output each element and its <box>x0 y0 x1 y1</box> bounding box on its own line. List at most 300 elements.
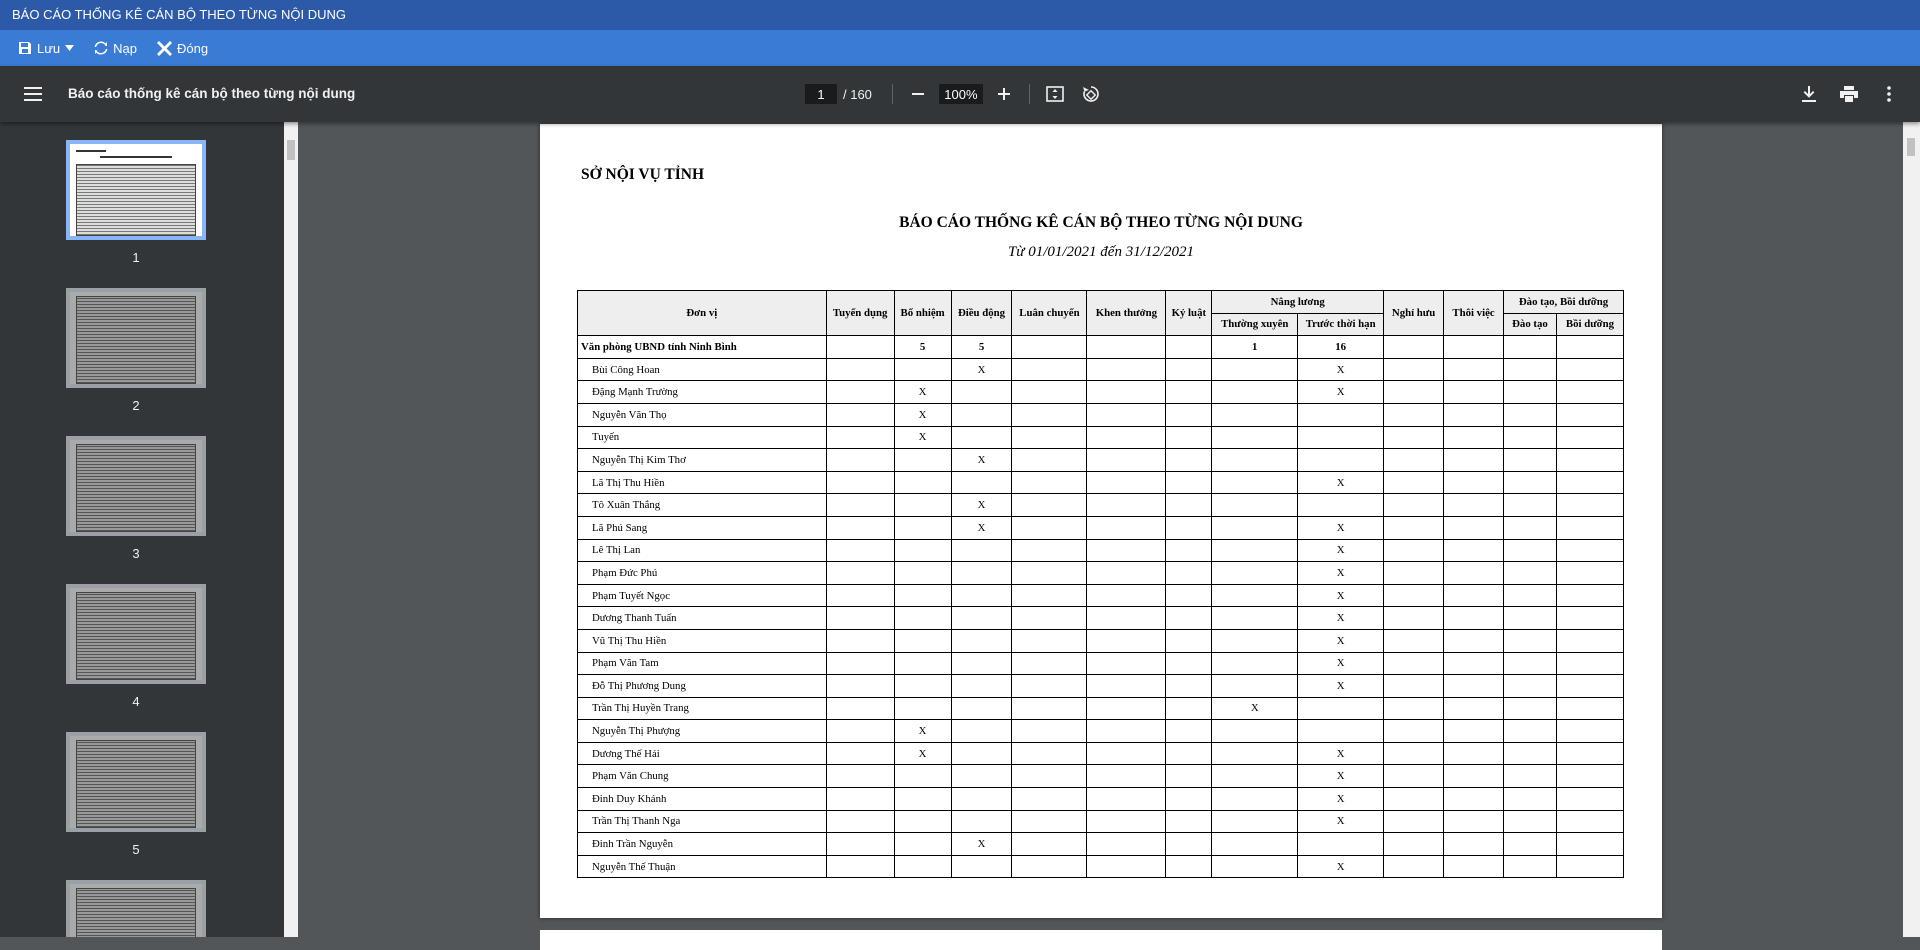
table-cell <box>1087 652 1166 675</box>
header-discipline: Kỷ luật <box>1166 291 1212 336</box>
table-cell <box>1212 426 1298 449</box>
table-cell <box>1504 697 1557 720</box>
table-cell <box>1012 652 1087 675</box>
table-cell <box>1384 584 1444 607</box>
table-cell <box>894 494 951 517</box>
header-reward: Khen thưởng <box>1087 291 1166 336</box>
table-row <box>578 381 1624 404</box>
table-cell <box>826 584 894 607</box>
table-cell <box>1298 426 1384 449</box>
sidebar-scrollbar[interactable] <box>284 122 298 937</box>
table-row <box>578 675 1624 698</box>
close-button[interactable] <box>149 34 216 62</box>
table-cell <box>894 788 951 811</box>
table-cell <box>1212 788 1298 811</box>
table-cell <box>826 358 894 381</box>
floppy-disk-icon <box>18 41 32 55</box>
table-cell <box>1504 539 1557 562</box>
table-cell: X <box>1298 742 1384 765</box>
thumbnail-page-6[interactable] <box>66 880 216 937</box>
reload-label: Nạp <box>113 40 138 56</box>
page-zoom-controls <box>805 66 1102 122</box>
table-cell <box>1212 629 1298 652</box>
table-cell <box>951 471 1012 494</box>
table-cell <box>826 516 894 539</box>
table-cell <box>951 584 1012 607</box>
pdf-page <box>540 124 1662 918</box>
table-cell <box>951 629 1012 652</box>
report-title: BÁO CÁO THỐNG KÊ CÁN BỘ THEO TỪNG NỘI DUNG <box>899 214 1303 231</box>
table-cell <box>1504 788 1557 811</box>
table-cell <box>1298 697 1384 720</box>
print-button[interactable] <box>1838 83 1860 105</box>
table-cell <box>1166 788 1212 811</box>
table-cell <box>1087 562 1166 585</box>
table-cell: X <box>951 449 1012 472</box>
table-cell <box>1556 833 1623 856</box>
table-cell <box>1556 607 1623 630</box>
table-cell <box>1166 675 1212 698</box>
table-cell <box>1444 697 1504 720</box>
table-cell <box>1444 562 1504 585</box>
table-cell <box>1166 426 1212 449</box>
table-cell <box>1556 675 1623 698</box>
table-cell <box>826 426 894 449</box>
table-cell: X <box>1298 652 1384 675</box>
table-cell <box>1012 403 1087 426</box>
table-cell <box>1556 652 1623 675</box>
thumbnail-image <box>66 140 206 240</box>
table-row <box>578 539 1624 562</box>
window-title: BÁO CÁO THỐNG KÊ CÁN BỘ THEO TỪNG NỘI DUNG <box>0 0 1920 30</box>
table-cell <box>1504 607 1557 630</box>
table-row <box>578 494 1624 517</box>
table-cell <box>1504 742 1557 765</box>
table-cell <box>1444 358 1504 381</box>
table-cell <box>951 697 1012 720</box>
table-cell <box>1087 833 1166 856</box>
report-date-range: Từ 01/01/2021 đến 31/12/2021 <box>1007 244 1195 260</box>
table-cell <box>1212 381 1298 404</box>
employee-name: Lã Phú Sang <box>578 516 827 539</box>
table-cell: X <box>951 358 1012 381</box>
table-cell <box>951 426 1012 449</box>
table-cell <box>1166 742 1212 765</box>
table-cell <box>826 765 894 788</box>
table-cell <box>1166 629 1212 652</box>
table-cell <box>1556 629 1623 652</box>
table-cell <box>1504 765 1557 788</box>
group-salary-regular: 1 <box>1212 336 1298 359</box>
table-cell <box>1504 675 1557 698</box>
table-cell <box>1212 358 1298 381</box>
table-cell <box>1087 788 1166 811</box>
table-cell <box>1556 562 1623 585</box>
employee-name: Phạm Tuyết Ngọc <box>578 584 827 607</box>
employee-name: Tô Xuân Thắng <box>578 494 827 517</box>
table-cell: X <box>1298 562 1384 585</box>
table-cell: X <box>1298 810 1384 833</box>
table-row <box>578 426 1624 449</box>
table-cell <box>1012 629 1087 652</box>
table-cell <box>826 788 894 811</box>
table-cell <box>1504 403 1557 426</box>
table-cell <box>1444 855 1504 878</box>
table-cell <box>1384 720 1444 743</box>
table-cell <box>894 765 951 788</box>
divider <box>1029 84 1030 104</box>
table-cell <box>1384 539 1444 562</box>
table-cell <box>1166 539 1212 562</box>
table-cell <box>894 607 951 630</box>
table-row <box>578 449 1624 472</box>
table-cell <box>1444 494 1504 517</box>
table-cell: X <box>1298 516 1384 539</box>
table-cell <box>1212 765 1298 788</box>
divider <box>892 84 893 104</box>
table-row <box>578 742 1624 765</box>
table-cell <box>1384 697 1444 720</box>
table-cell <box>1504 720 1557 743</box>
table-cell <box>1087 629 1166 652</box>
table-cell <box>1087 403 1166 426</box>
table-cell <box>1166 516 1212 539</box>
employee-name: Bùi Công Hoan <box>578 358 827 381</box>
header-appoint: Bổ nhiệm <box>894 291 951 336</box>
document-scrollbar[interactable] <box>1903 122 1920 937</box>
more-options-button[interactable] <box>1878 83 1900 105</box>
table-cell <box>1444 471 1504 494</box>
table-cell <box>1166 494 1212 517</box>
header-recruit: Tuyển dụng <box>826 291 894 336</box>
table-cell <box>1212 742 1298 765</box>
header-rotate: Luân chuyển <box>1012 291 1087 336</box>
table-cell: X <box>951 494 1012 517</box>
table-cell <box>1384 765 1444 788</box>
table-cell <box>1012 675 1087 698</box>
table-cell: X <box>1298 539 1384 562</box>
table-cell <box>1087 720 1166 743</box>
table-cell <box>951 607 1012 630</box>
table-cell <box>1444 516 1504 539</box>
table-cell <box>1504 562 1557 585</box>
employee-name: Đỗ Thị Phương Dung <box>578 675 827 698</box>
table-cell <box>1012 471 1087 494</box>
table-cell <box>1444 584 1504 607</box>
reload-button[interactable] <box>86 34 145 62</box>
table-cell <box>951 742 1012 765</box>
thumbnail-image <box>66 880 206 937</box>
table-cell <box>1384 562 1444 585</box>
page-number-input[interactable] <box>805 84 837 104</box>
save-button[interactable] <box>10 34 82 62</box>
table-cell <box>1444 742 1504 765</box>
table-cell <box>1166 381 1212 404</box>
table-cell <box>1556 810 1623 833</box>
table-cell <box>1384 426 1444 449</box>
zoom-in-button[interactable] <box>993 83 1015 105</box>
header-unit: Đơn vị <box>578 291 827 336</box>
table-cell <box>1444 607 1504 630</box>
table-cell <box>1087 358 1166 381</box>
table-cell <box>951 675 1012 698</box>
thumbnail-page-5[interactable] <box>66 732 216 857</box>
header-training: Đào tạo, Bồi dưỡng <box>1504 291 1624 314</box>
table-cell <box>1298 494 1384 517</box>
employee-name: Dương Thế Hải <box>578 742 827 765</box>
table-cell: X <box>1298 629 1384 652</box>
zoom-out-button[interactable] <box>907 83 929 105</box>
table-cell <box>951 403 1012 426</box>
table-cell <box>1298 833 1384 856</box>
table-cell <box>826 607 894 630</box>
table-cell: X <box>894 720 951 743</box>
table-cell <box>1504 833 1557 856</box>
table-cell <box>1087 539 1166 562</box>
table-cell <box>826 539 894 562</box>
table-cell <box>1504 494 1557 517</box>
table-cell <box>894 471 951 494</box>
table-cell <box>1212 720 1298 743</box>
table-cell <box>894 652 951 675</box>
group-appoint: 5 <box>894 336 951 359</box>
table-cell <box>1504 584 1557 607</box>
table-cell <box>1504 381 1557 404</box>
employee-name: Đinh Trần Nguyễn <box>578 833 827 856</box>
thumbnail-image <box>66 436 206 536</box>
table-cell <box>951 810 1012 833</box>
table-cell <box>1087 516 1166 539</box>
scrollbar-thumb[interactable] <box>1907 138 1915 156</box>
table-cell <box>1012 562 1087 585</box>
table-cell <box>1444 788 1504 811</box>
table-cell <box>826 449 894 472</box>
table-row <box>578 516 1624 539</box>
table-cell <box>1012 833 1087 856</box>
table-cell <box>1212 449 1298 472</box>
table-cell <box>1212 562 1298 585</box>
thumbnail-page-1[interactable] <box>66 140 216 265</box>
thumbnail-label: 4 <box>132 694 140 709</box>
table-row <box>578 562 1624 585</box>
table-cell <box>1212 607 1298 630</box>
header-salary-early: Trước thời hạn <box>1298 313 1384 336</box>
table-cell <box>1012 516 1087 539</box>
app-toolbar <box>0 30 1920 66</box>
table-cell <box>1444 675 1504 698</box>
thumbnail-page-2[interactable] <box>66 288 216 413</box>
table-cell <box>826 833 894 856</box>
table-cell <box>1444 449 1504 472</box>
header-train: Đào tạo <box>1504 313 1557 336</box>
table-cell <box>1012 426 1087 449</box>
table-cell <box>1556 449 1623 472</box>
table-cell: X <box>1212 697 1298 720</box>
table-cell <box>1012 607 1087 630</box>
table-row <box>578 629 1624 652</box>
table-cell: X <box>951 833 1012 856</box>
table-cell <box>1012 449 1087 472</box>
table-row <box>578 697 1624 720</box>
table-cell <box>1012 494 1087 517</box>
table-cell <box>894 855 951 878</box>
table-cell: X <box>894 403 951 426</box>
table-cell <box>1384 494 1444 517</box>
table-row <box>578 403 1624 426</box>
table-cell <box>1444 426 1504 449</box>
table-cell <box>1556 381 1623 404</box>
table-cell <box>1444 810 1504 833</box>
close-icon <box>157 41 172 56</box>
table-row <box>578 584 1624 607</box>
table-cell <box>1166 855 1212 878</box>
table-cell <box>826 403 894 426</box>
table-cell <box>951 720 1012 743</box>
employee-name: Đinh Duy Khánh <box>578 788 827 811</box>
table-cell <box>1087 675 1166 698</box>
table-cell <box>1087 855 1166 878</box>
table-cell <box>1012 539 1087 562</box>
table-cell <box>1212 810 1298 833</box>
table-cell <box>1504 358 1557 381</box>
table-cell <box>894 539 951 562</box>
thumbnail-label: 2 <box>132 398 140 413</box>
employee-name: Nguyễn Thị Kim Thơ <box>578 449 827 472</box>
download-icon <box>1802 86 1816 102</box>
table-cell <box>1087 426 1166 449</box>
table-cell <box>1556 855 1623 878</box>
table-cell <box>894 358 951 381</box>
table-row <box>578 652 1624 675</box>
thumbnail-image <box>66 584 206 684</box>
table-cell <box>1504 426 1557 449</box>
employee-name: Phạm Văn Chung <box>578 765 827 788</box>
table-cell <box>951 652 1012 675</box>
table-cell <box>1384 471 1444 494</box>
table-cell <box>1504 810 1557 833</box>
table-cell <box>951 539 1012 562</box>
pdf-page-next <box>540 930 1662 950</box>
table-cell <box>1166 358 1212 381</box>
table-cell <box>1556 765 1623 788</box>
table-cell <box>951 765 1012 788</box>
thumbnail-label: 1 <box>132 250 140 265</box>
table-cell: X <box>894 426 951 449</box>
plus-icon <box>997 87 1011 101</box>
table-cell <box>1166 697 1212 720</box>
fit-to-page-icon <box>1046 86 1064 102</box>
table-cell <box>826 720 894 743</box>
employee-name: Nguyễn Văn Thọ <box>578 403 827 426</box>
table-cell <box>1212 675 1298 698</box>
rotate-button[interactable] <box>1080 83 1102 105</box>
table-cell <box>1012 855 1087 878</box>
report-table <box>577 290 1624 878</box>
table-cell <box>1556 697 1623 720</box>
table-row <box>578 765 1624 788</box>
more-vertical-icon <box>1887 86 1891 102</box>
table-cell <box>826 855 894 878</box>
table-cell <box>1556 788 1623 811</box>
thumbnail-page-3[interactable] <box>66 436 216 561</box>
table-cell <box>894 562 951 585</box>
table-cell <box>1556 584 1623 607</box>
organization-name: SỞ NỘI VỤ TỈNH <box>581 166 705 183</box>
table-cell <box>1444 652 1504 675</box>
table-cell: X <box>1298 584 1384 607</box>
table-cell <box>1384 629 1444 652</box>
table-cell <box>1012 810 1087 833</box>
table-cell <box>1087 494 1166 517</box>
table-cell: X <box>1298 358 1384 381</box>
table-cell <box>1504 855 1557 878</box>
table-cell <box>826 471 894 494</box>
scrollbar-thumb[interactable] <box>287 140 295 160</box>
table-cell <box>1212 833 1298 856</box>
table-cell <box>1384 675 1444 698</box>
total-pages: / 160 <box>843 86 872 102</box>
fit-page-button[interactable] <box>1044 83 1066 105</box>
table-row <box>578 720 1624 743</box>
table-cell: X <box>894 381 951 404</box>
employee-name: Lê Thị Lan <box>578 539 827 562</box>
table-row <box>578 471 1624 494</box>
thumbnail-page-4[interactable] <box>66 584 216 709</box>
table-cell <box>1384 381 1444 404</box>
table-cell <box>1012 697 1087 720</box>
table-cell <box>1504 471 1557 494</box>
table-cell <box>1012 720 1087 743</box>
menu-icon[interactable] <box>24 85 44 103</box>
download-button[interactable] <box>1798 83 1820 105</box>
rotate-icon <box>1082 85 1100 103</box>
zoom-input[interactable] <box>939 84 983 104</box>
table-cell <box>951 788 1012 811</box>
table-cell <box>1087 471 1166 494</box>
document-title: Báo cáo thống kê cán bộ theo từng nội dung <box>68 86 356 101</box>
header-salary: Nâng lương <box>1212 291 1384 314</box>
table-cell <box>1298 449 1384 472</box>
table-cell <box>1298 403 1384 426</box>
table-cell <box>1556 742 1623 765</box>
table-cell <box>1166 449 1212 472</box>
table-cell <box>1087 810 1166 833</box>
refresh-icon <box>94 41 108 55</box>
table-cell <box>1444 833 1504 856</box>
table-cell <box>1087 697 1166 720</box>
employee-name: Lã Thị Thu Hiền <box>578 471 827 494</box>
table-cell <box>1212 471 1298 494</box>
table-cell <box>826 810 894 833</box>
caret-down-icon <box>65 45 74 51</box>
table-cell <box>894 449 951 472</box>
group-salary-early: 16 <box>1298 336 1384 359</box>
table-cell: X <box>1298 788 1384 811</box>
table-cell <box>826 742 894 765</box>
pdf-viewer-toolbar <box>0 66 1920 122</box>
table-cell <box>1087 584 1166 607</box>
table-cell <box>1384 607 1444 630</box>
table-cell <box>1166 765 1212 788</box>
table-cell <box>1212 855 1298 878</box>
table-cell: X <box>894 742 951 765</box>
table-cell <box>826 562 894 585</box>
table-cell <box>1384 516 1444 539</box>
group-name: Văn phòng UBND tỉnh Ninh Bình <box>578 336 827 359</box>
employee-name: Tuyến <box>578 426 827 449</box>
table-cell <box>1556 471 1623 494</box>
table-cell <box>951 562 1012 585</box>
